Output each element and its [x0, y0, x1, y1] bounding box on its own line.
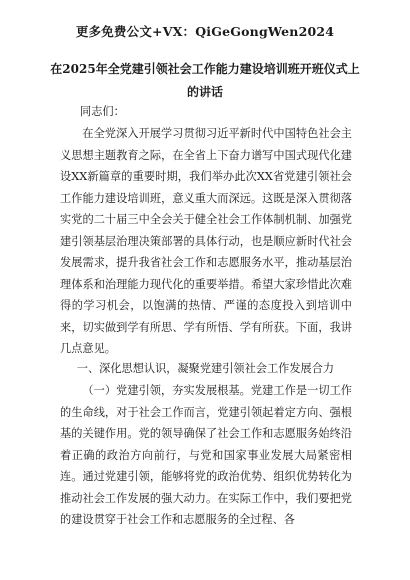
paragraph-1-1: （一）党建引领，夯实发展根基。党建工作是一切工作的生命线，对于社会工作而言，党建引领起着定方向、强根基的关键作用。党的领导确保了社会工作和志愿服务始终沿着正确的政治方向前行，与党和国家事业发展大局紧密相连。通过党建引领，能够将党的政治优势、组织优势转化为推动社会工作发展的强大动力。在实际工作中，我们要把党的建设贯穿于社会工作和志愿服务的全过程、各 [60, 384, 352, 526]
document-title-line1: 在2025年全党建引领社会工作能力建设培训班开班仪式上 [50, 62, 360, 76]
document-title-line2: 的讲话 [186, 85, 223, 99]
promo-header: 更多免费公文+VX：QiGeGongWen2024 [75, 24, 335, 39]
paragraph-intro: 在全党深入开展学习贯彻习近平新时代中国特色社会主义思想主题教育之际，在全省上下奋力谱写中国式现代化建设XX新篇章的重要时期，我们举办此次XX省党建引领社会工作能力建设培训班，意义重大而深远。这既是深入贯彻落实党的二十届三中全会关于健全社会工作体制机制、加强党建引领基层治理决策部署的具体行动，也是顺应新时代社会发展需求，提升我省社会工作和志愿服务水平，推动基层治理体系和治理能力现代化的重要举措。希望大家珍惜此次难得的学习机会，以饱满的热情、严谨的态度投入到培训中来，切实做到学有所思、学有所悟、学有所获。下面，我讲几点意见。 [60, 127, 352, 355]
greeting: 同志们： [80, 105, 125, 118]
section-heading-1: 一、深化思想认识，凝聚党建引领社会工作发展合力 [76, 362, 335, 375]
